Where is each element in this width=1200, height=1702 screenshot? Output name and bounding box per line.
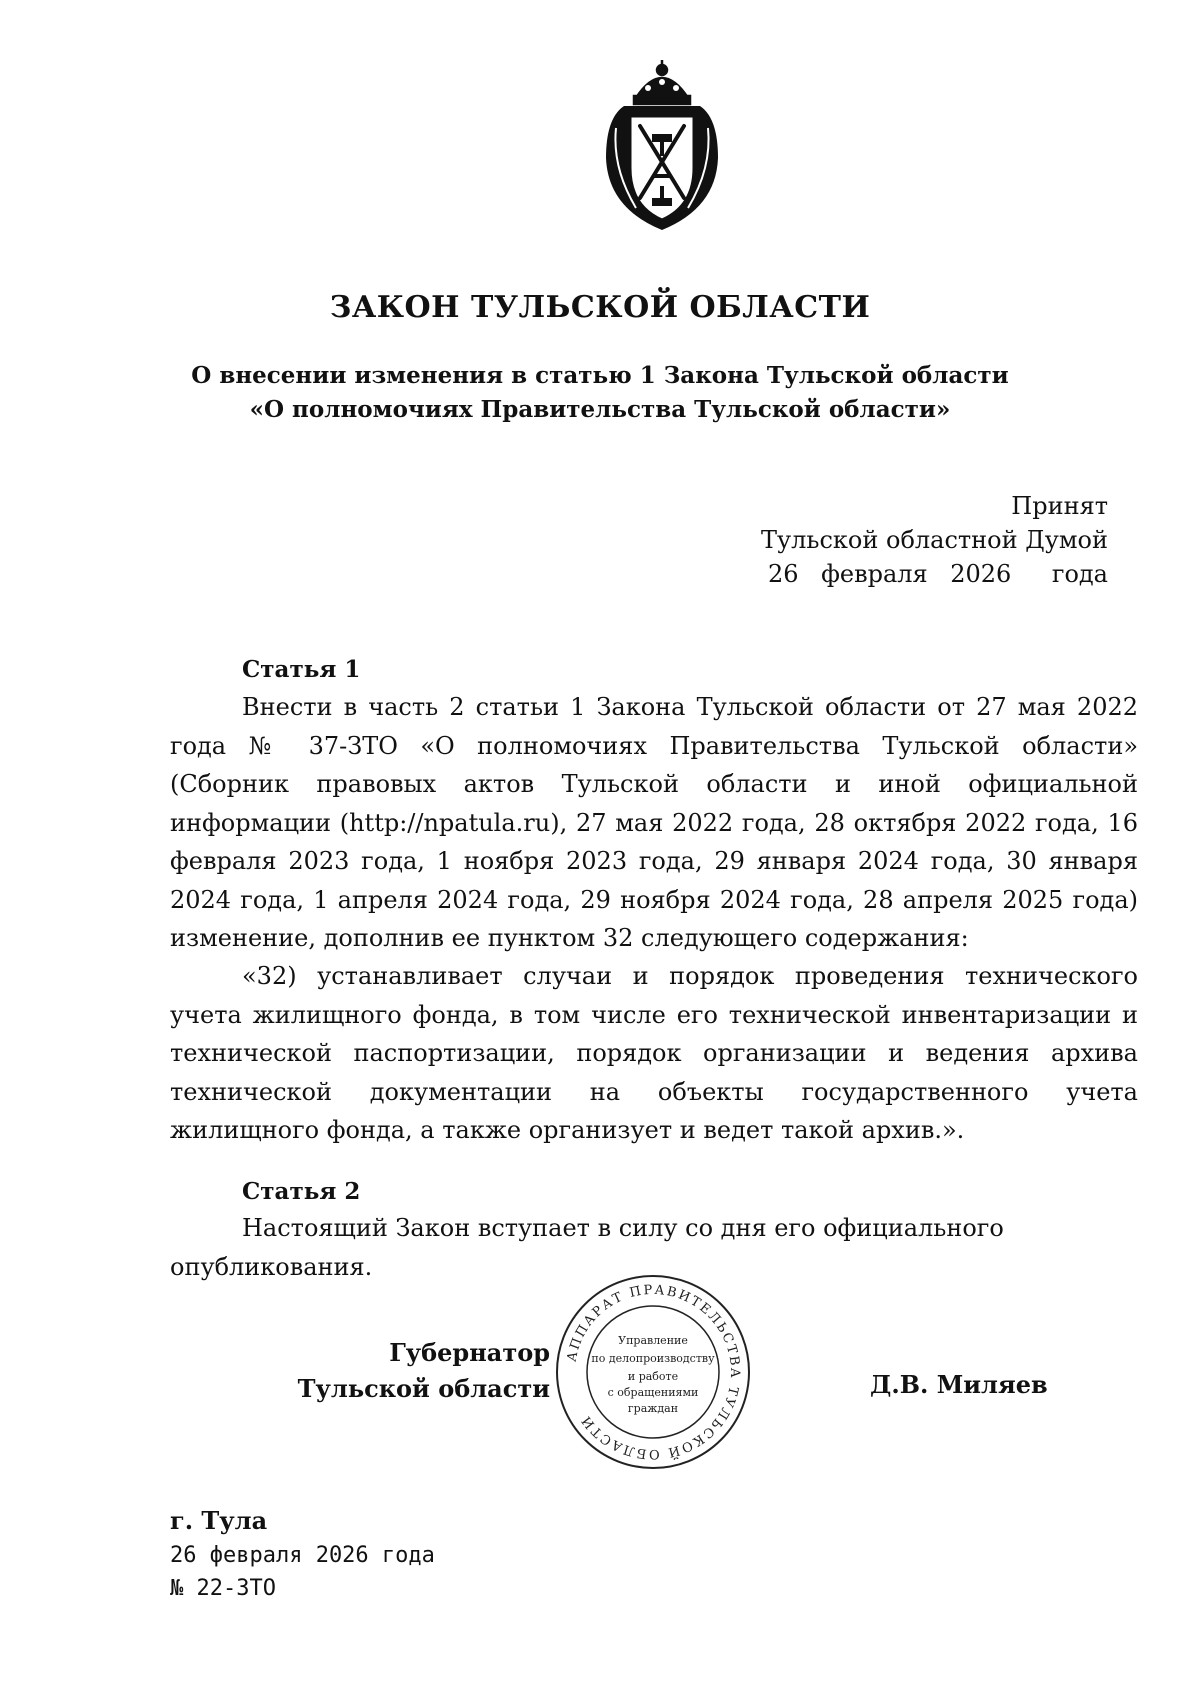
coat-of-arms-emblem [596, 58, 728, 234]
stamp-line-3: и работе [627, 1370, 679, 1383]
issue-date: 26 февраля 2026 года [170, 1543, 435, 1568]
official-stamp [553, 1272, 753, 1472]
adopted-label: Принят [1011, 492, 1108, 520]
document-title: ЗАКОН ТУЛЬСКОЙ ОБЛАСТИ [329, 290, 871, 325]
signatory-name: Д.В. Миляев [870, 1370, 1048, 1399]
stamp-line-4: с обращениями [607, 1386, 699, 1399]
article-1-title: Статья 1 [242, 656, 361, 683]
adopted-by: Тульской областной Думой [761, 526, 1108, 554]
adopted-year-word: года [1051, 560, 1108, 588]
stamp-line-5: граждан [627, 1402, 679, 1415]
signatory-position [298, 1335, 550, 1407]
law-number: № 22-ЗТО [170, 1576, 276, 1601]
adopted-day: 26 [768, 560, 799, 588]
article-2-paragraph: Настоящий Закон вступает в силу со дня его официального опубликования. [170, 1214, 1004, 1281]
issue-place: г. Тула [170, 1506, 268, 1535]
document-subtitle-line-2: «О полномочиях Правительства Тульской области» [249, 396, 951, 423]
adopted-month: февраля [821, 560, 928, 588]
article-1-paragraph-2: «32) устанавливает случаи и порядок проведения технического учета жилищного фонда, в том числе его технической инвентаризации и технической паспортизации, порядок организации и ведения архива технической документации на объекты государственного учета жилищного фонда, а также организует и ведет такой архив.». [170, 962, 1138, 1144]
article-2-title: Статья 2 [242, 1178, 361, 1205]
stamp-line-1: Управление [618, 1334, 688, 1347]
signatory-position-line-2: Тульской области [297, 1374, 550, 1403]
document-subtitle-line-1: О внесении изменения в статью 1 Закона Тульской области [191, 362, 1009, 389]
stamp-line-2: по делопроизводству [591, 1352, 715, 1365]
stamp-ring-text: АППАРАТ ПРАВИТЕЛЬСТВА ТУЛЬСКОЙ ОБЛАСТИ [564, 1282, 743, 1462]
article-1-paragraph-1: Внести в часть 2 статьи 1 Закона Тульской области от 27 мая 2022 года № 37-ЗТО «О полномочиях Правительства Тульской области» (Сборник правовых актов Тульской области и иной официальной информации (http://npatula.ru), 27 мая 2022 года, 28 октября 2022 года, 16 февраля 2023 года, 1 ноября 2023 года, 29 января 2024 года, 30 января 2024 года, 1 апреля 2024 года, 29 ноября 2024 года, 28 апреля 2025 года) изменение, дополнив ее пунктом 32 следующего содержания: [170, 693, 1138, 952]
adopted-year: 2026 [950, 560, 1012, 588]
adopted-date [768, 557, 1108, 591]
signatory-position-line-1: Губернатор [389, 1338, 550, 1367]
